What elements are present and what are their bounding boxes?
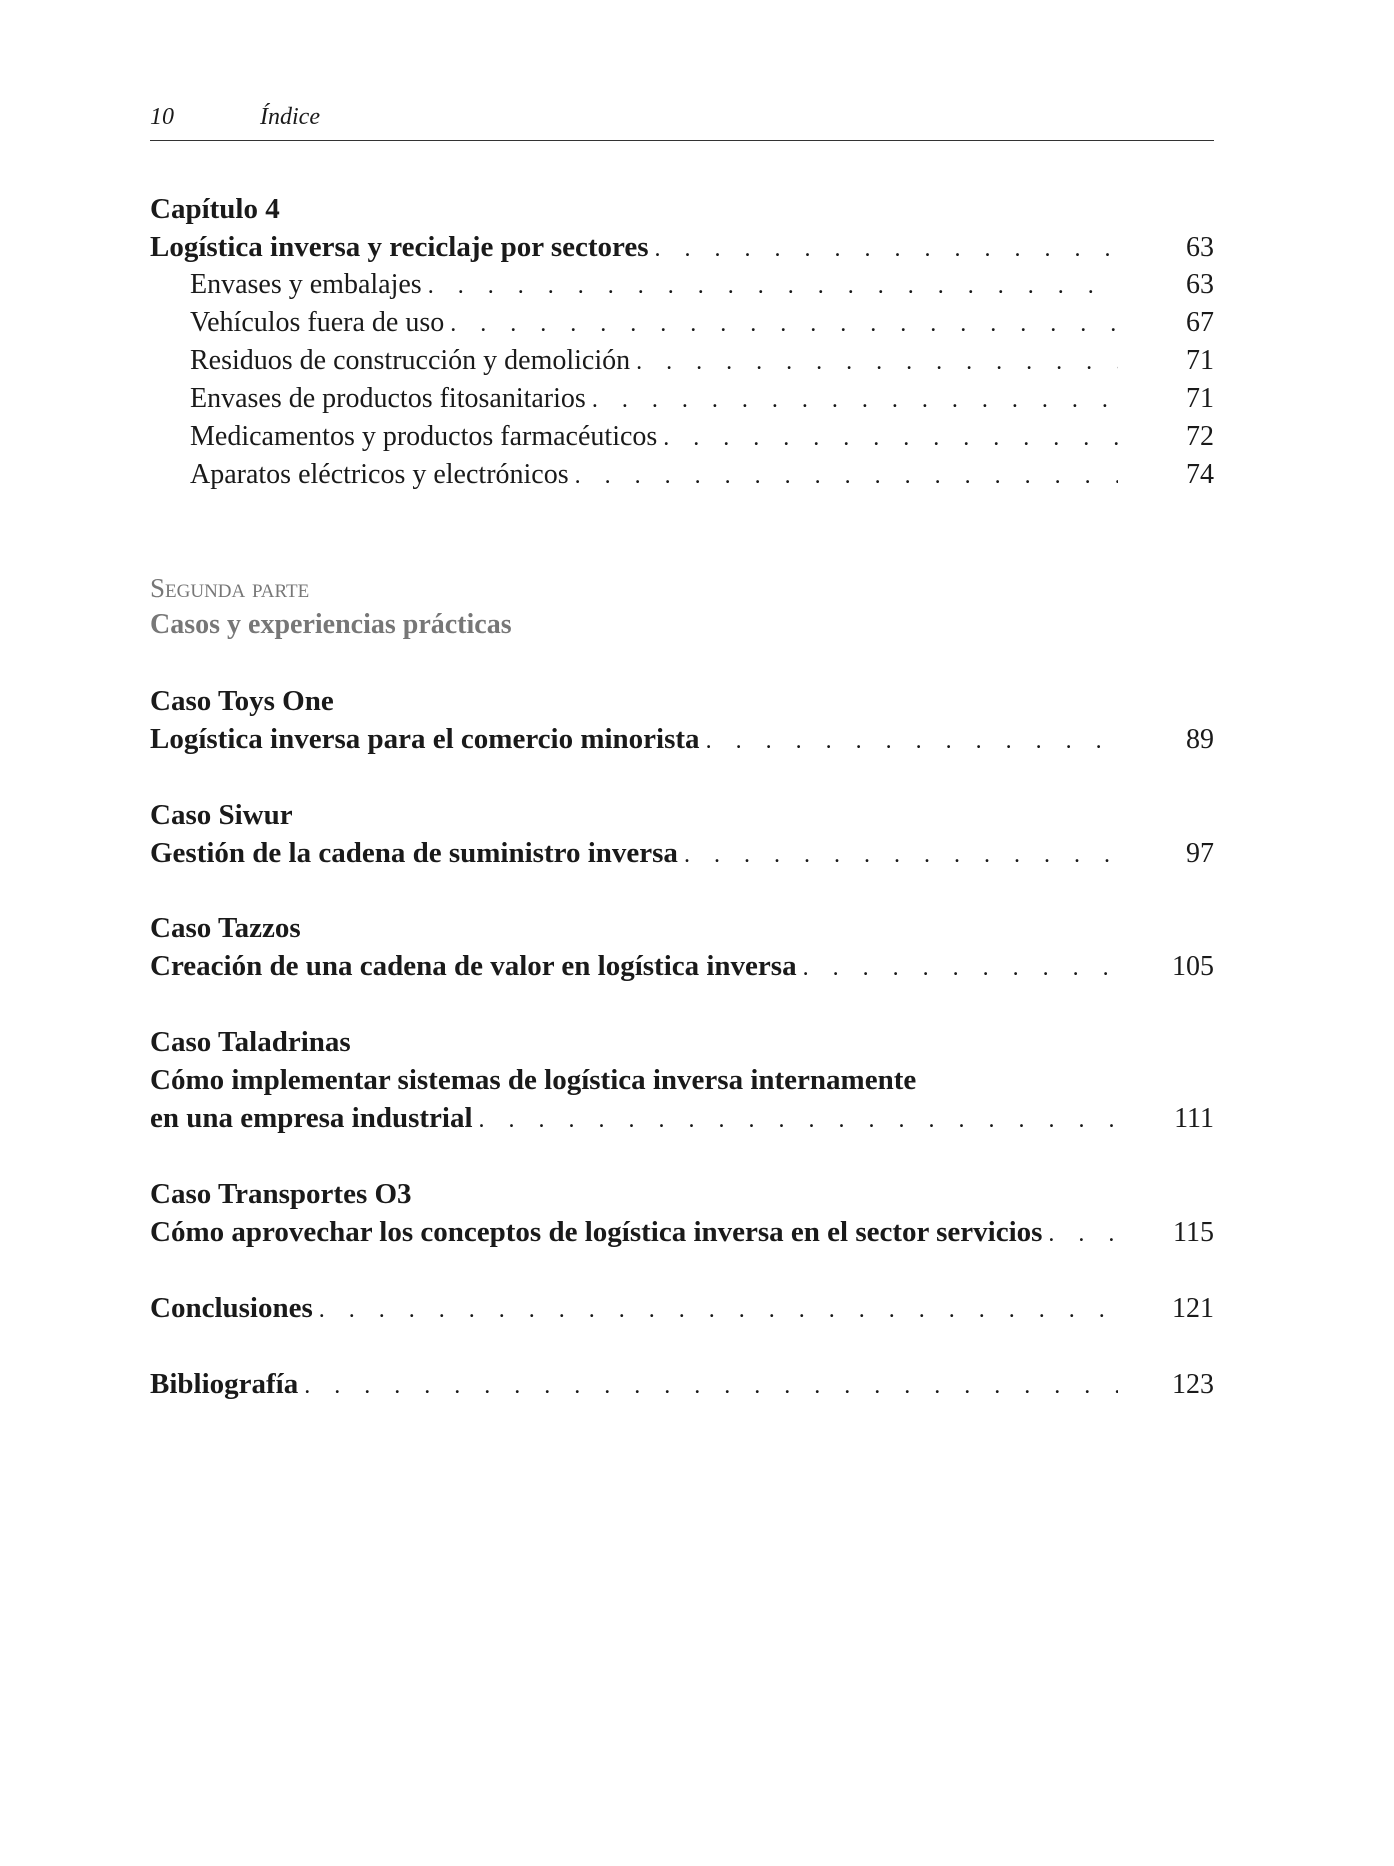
toc-entry-case[interactable] (150, 834, 1214, 872)
toc-entry-case[interactable] (150, 720, 1214, 758)
toc-entry-subsection[interactable] (150, 304, 1214, 342)
leader-dots (422, 267, 1118, 305)
case-transportes-o3 (150, 1175, 1214, 1251)
toc-entry-subsection[interactable] (150, 380, 1214, 418)
case-label: Caso Toys One (150, 685, 334, 717)
case-label: Caso Taladrinas (150, 1026, 351, 1058)
toc-entry-text: Bibliografía (150, 1368, 299, 1400)
chapter-label: Capítulo 4 (150, 193, 280, 225)
toc-entry-case[interactable] (150, 947, 1214, 985)
leader-dots (649, 230, 1118, 268)
toc-entry-case[interactable] (150, 1213, 1214, 1251)
toc-entry-text: Medicamentos y productos farmacéuticos (190, 421, 658, 452)
toc-page-number: 74 (1186, 459, 1214, 490)
page-number: 10 (150, 104, 174, 130)
toc-page-number: 71 (1186, 383, 1214, 414)
toc-entry-text: Logística inversa para el comercio minorista (150, 723, 700, 755)
toc-entry-bibliography[interactable] (150, 1365, 1214, 1403)
case-taladrinas (150, 1023, 1214, 1137)
case-label: Caso Tazzos (150, 912, 301, 944)
toc-entry-subsection[interactable] (150, 456, 1214, 494)
toc-entry-text: Cómo aprovechar los conceptos de logística inversa en el sector servicios (150, 1216, 1043, 1248)
leader-dots (657, 419, 1118, 457)
toc-entry-chapter-title[interactable] (150, 228, 1214, 266)
toc-entry-text: Residuos de construcción y demolición (190, 345, 631, 376)
toc-page-number: 123 (1172, 1369, 1214, 1400)
toc-page-number: 67 (1186, 307, 1214, 338)
page (150, 0, 1214, 1866)
toc-page-number: 121 (1172, 1293, 1214, 1324)
part-2-header (150, 570, 1214, 644)
toc-page-number: 63 (1186, 232, 1214, 263)
toc-entry-text: Gestión de la cadena de suministro inversa (150, 837, 678, 869)
case-label: Caso Siwur (150, 799, 293, 831)
toc-entry-subsection[interactable] (150, 418, 1214, 456)
case-siwur (150, 796, 1214, 872)
toc-entry-text: Envases de productos fitosanitarios (190, 383, 586, 414)
toc-page-number: 105 (1172, 951, 1214, 982)
toc-entry-text: Conclusiones (150, 1292, 313, 1324)
toc-entry-text: Vehículos fuera de uso (190, 307, 445, 338)
case-title-line-1: Cómo implementar sistemas de logística inversa internamente (150, 1064, 917, 1096)
leader-dots (700, 722, 1118, 760)
leader-dots (298, 1367, 1118, 1405)
toc-entry-text: Aparatos eléctricos y electrónicos (190, 459, 569, 490)
leader-dots (797, 949, 1118, 987)
leader-dots (586, 381, 1118, 419)
part-label: Segunda parte (150, 573, 310, 603)
leader-dots (569, 457, 1118, 495)
running-head (150, 104, 1214, 141)
part-title: Casos y experiencias prácticas (150, 609, 512, 640)
leader-dots (1042, 1215, 1118, 1253)
leader-dots (313, 1291, 1118, 1329)
toc-page-number: 71 (1186, 345, 1214, 376)
toc-page-number: 63 (1186, 269, 1214, 300)
toc-page-number: 111 (1174, 1103, 1214, 1134)
toc-entry-text: Logística inversa y reciclaje por sectores (150, 231, 649, 263)
toc-entry-subsection[interactable] (150, 266, 1214, 304)
bibliography-entry-block (150, 1365, 1214, 1403)
toc-entry-subsection[interactable] (150, 342, 1214, 380)
toc-page-number: 72 (1186, 421, 1214, 452)
toc-entry-case[interactable] (150, 1099, 1214, 1137)
case-label: Caso Transportes O3 (150, 1178, 412, 1210)
leader-dots (630, 343, 1118, 381)
conclusions-entry-block (150, 1289, 1214, 1327)
leader-dots (473, 1101, 1118, 1139)
toc-page-number: 115 (1173, 1217, 1214, 1248)
toc-entry-text: Creación de una cadena de valor en logística inversa (150, 950, 797, 982)
toc-entry-conclusions[interactable] (150, 1289, 1214, 1327)
running-title: Índice (260, 104, 320, 130)
toc-entry-text: Envases y embalajes (190, 269, 422, 300)
case-toys-one (150, 682, 1214, 758)
toc-page-number: 97 (1186, 838, 1214, 869)
leader-dots (678, 836, 1118, 874)
chapter-4-section (150, 190, 1214, 494)
toc-entry-text: en una empresa industrial (150, 1102, 473, 1134)
leader-dots (444, 305, 1118, 343)
case-tazzos (150, 909, 1214, 985)
toc-page-number: 89 (1186, 724, 1214, 755)
